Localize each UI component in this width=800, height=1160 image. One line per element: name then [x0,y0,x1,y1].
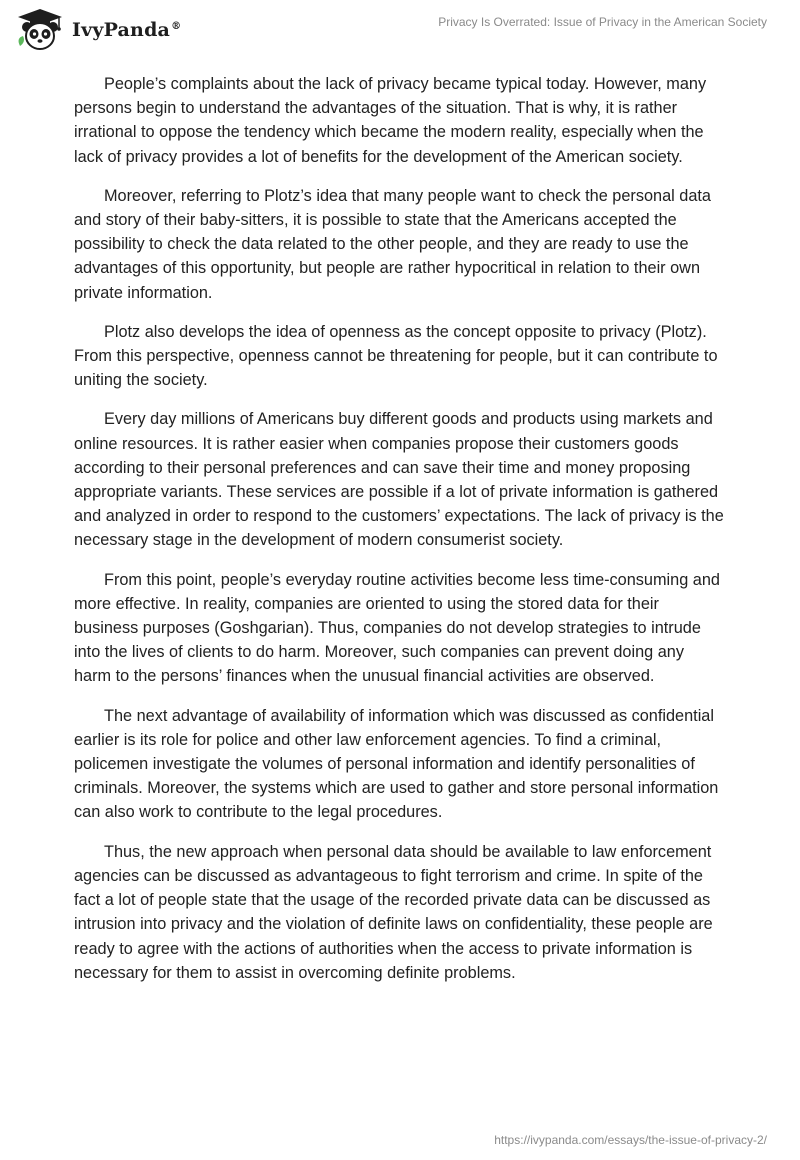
paragraph: Every day millions of Americans buy different goods and products using markets and online resources. It is rather easier when companies propose their customers goods according to their personal preferences and can save their time and money proposing appropriate variants. These services are possible if a lot of private information is gathered and analyzed in order to respond to the customers’ expectations. The lack of privacy is the necessary stage in the development of modern consumerist society. [74,410,724,550]
essay-body [74,72,724,1000]
logo-wordmark: IvyPanda® [72,19,182,41]
paragraph: From this point, people’s everyday routine activities become less time-consuming and more effective. In reality, companies are oriented to using the stored data for their business purposes (Goshgarian). Thus, companies do not develop strategies to intrude into the lives of clients to do harm. Moreover, such companies can prevent doing any harm to the persons’ finances when the unusual financial activities are observed. [74,570,720,686]
paragraph: Thus, the new approach when personal data should be available to law enforcement agencies can be discussed as advantageous to fight terrorism and crime. In spite of the fact a lot of people state that the usage of the recorded private data can be discussed as intrusion into privacy and the violation of definite laws on confidentiality, these people are ready to agree with the actions of authorities when the access to private information is necessary for them to assist in overcoming definite problems. [74,842,713,982]
paragraph: Plotz also develops the idea of openness as the concept opposite to privacy (Plotz). From this perspective, openness cannot be threatening for people, but it can contribute to uniting the society. [74,322,718,390]
source-url[interactable]: https://ivypanda.com/essays/the-issue-of-privacy-2/ [494,1133,767,1147]
ivypanda-logo[interactable] [14,8,181,52]
paragraph: People’s complaints about the lack of privacy became typical today. However, many persons begin to understand the advantages of the situation. That is why, it is rather irrational to oppose the tendency which became the modern reality, especially when the lack of privacy provides a lot of benefits for the development of the American society. [74,75,707,166]
page-header [0,0,800,70]
document-title: Privacy Is Overrated: Issue of Privacy in the American Society [438,15,767,29]
panda-graduate-icon [14,8,66,52]
paragraph: The next advantage of availability of information which was discussed as confidential earlier is its role for police and other law enforcement agencies. To find a criminal, policemen investigate the volumes of personal information and identify personalities of criminals. Moreover, the systems which are used to gather and store personal information can also work to contribute to the legal procedures. [74,706,719,822]
paragraph: Moreover, referring to Plotz’s idea that many people want to check the personal data and story of their baby-sitters, it is possible to state that the Americans accepted the possibility to check the data related to the other people, and they are ready to use the advantages of this opportunity, but people are rather hypocritical in relation to their own private information. [74,186,711,302]
